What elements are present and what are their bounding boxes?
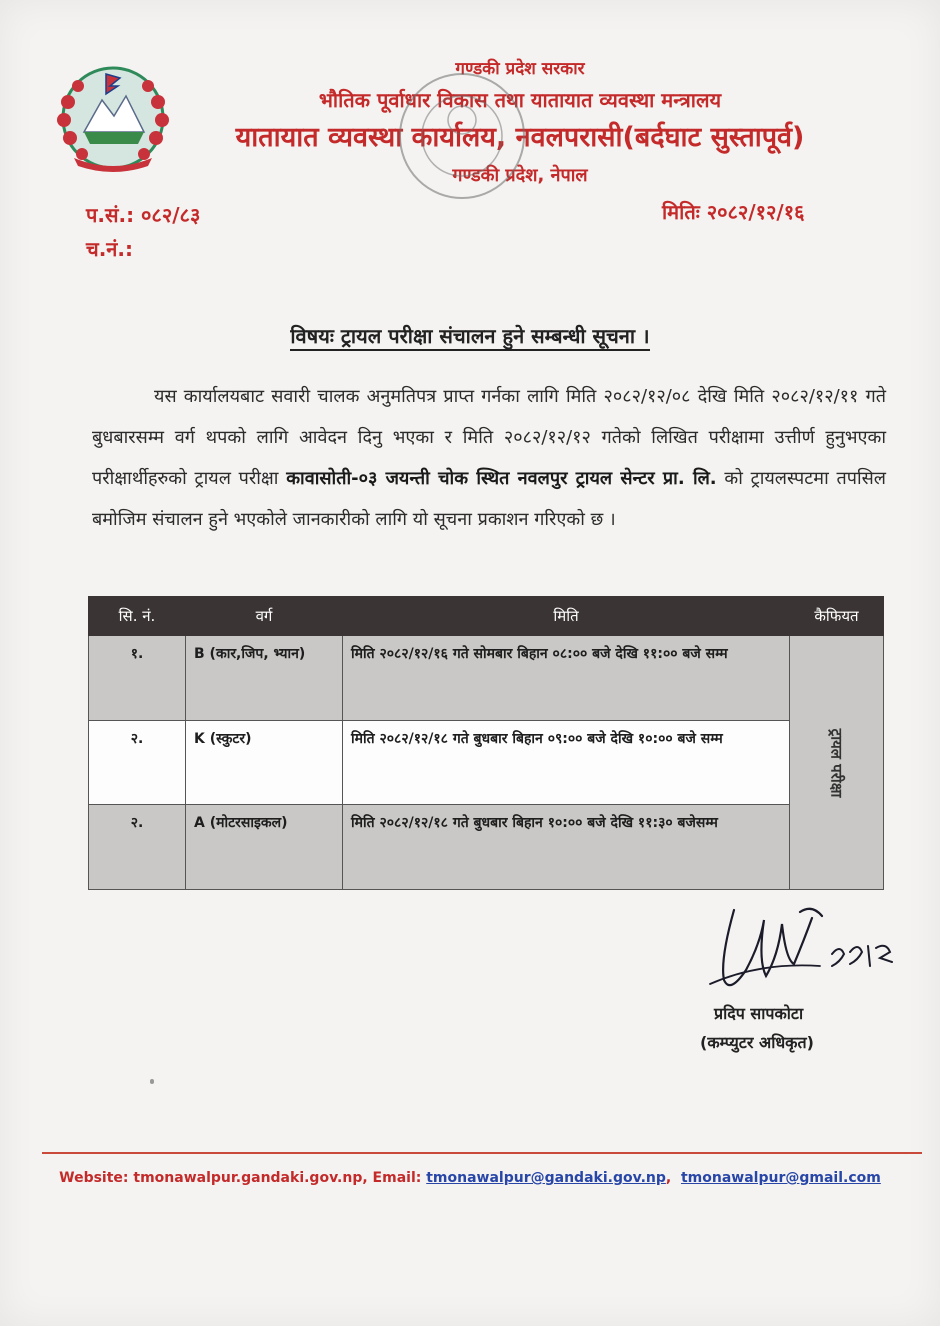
table-row bbox=[89, 720, 884, 805]
reference-number: प.सं.: ०८२/८३ bbox=[86, 203, 201, 227]
footer-divider bbox=[42, 1152, 922, 1154]
notice-body bbox=[92, 376, 886, 540]
footer-website: Website: tmonawalpur.gandaki.gov.np, Email: bbox=[59, 1170, 422, 1186]
dispatch-number: च.नं.: bbox=[86, 237, 133, 261]
remark-cell bbox=[790, 636, 884, 890]
row-date: मिति २०८२/१२/१८ गते बुधबार बिहान १०:०० बजे देखि ११:३० बजेसम्म bbox=[343, 805, 790, 890]
header-serial: सि. नं. bbox=[89, 597, 186, 636]
row-date: मिति २०८२/१२/१६ गते सोमबार बिहान ०८:०० बजे देखि ११:०० बजे सम्म bbox=[343, 636, 790, 721]
footer-separator: , bbox=[665, 1170, 672, 1186]
footer-email-link-2[interactable]: tmonawalpur@gmail.com bbox=[680, 1170, 881, 1186]
row-serial: २. bbox=[89, 805, 186, 890]
header-class: वर्ग bbox=[186, 597, 343, 636]
header-date: मिति bbox=[343, 597, 790, 636]
header-remark: कैफियत bbox=[790, 597, 884, 636]
subject-heading bbox=[0, 322, 940, 349]
header-province-government: गण्डकी प्रदेश सरकार bbox=[455, 59, 585, 79]
header-ministry: भौतिक पूर्वाधार विकास तथा यातायात व्यवस्था मन्त्रालय bbox=[318, 88, 722, 112]
signer-name: प्रदिप सापकोटा bbox=[714, 1004, 804, 1023]
remark-text: ट्रायल परीक्षा bbox=[827, 728, 846, 797]
paper-speck bbox=[150, 1079, 154, 1084]
row-class: B (कार,जिप, भ्यान) bbox=[186, 636, 343, 721]
row-serial: २. bbox=[89, 720, 186, 805]
office-stamp-icon bbox=[392, 66, 532, 206]
body-trial-location: कावासोती-०३ जयन्ती चोक स्थित नवलपुर ट्रायल सेन्टर प्रा. लि. bbox=[286, 468, 717, 489]
row-serial: १. bbox=[89, 636, 186, 721]
footer-contact bbox=[0, 1170, 940, 1186]
header-office-name: यातायात व्यवस्था कार्यालय, नवलपरासी(बर्दघाट सुस्तापूर्व) bbox=[235, 122, 805, 153]
table-row bbox=[89, 805, 884, 890]
handwritten-signature-icon bbox=[700, 900, 900, 1004]
footer-email-link-1[interactable]: tmonawalpur@gandaki.gov.np bbox=[426, 1170, 666, 1186]
body-part-1: यस कार्यालयबाट सवारी चालक अनुमतिपत्र प्राप्त गर्नका लागि मिति २०८२/१२/०८ देखि मिति २०८२/१२/११ गते बुधबारसम्म वर्ग थपको लागि आवेदन दिनु भएका र मिति २०८२/१२/१२ गतेको लिखित परीक्षामा उत्तीर्ण हुनुभएका परीक्षार्थीहरुको ट्रायल परीक्षा bbox=[92, 386, 886, 489]
signer-role: (कम्प्युटर अधिकृत) bbox=[700, 1033, 814, 1052]
subject-text: विषयः ट्रायल परीक्षा संचालन हुने सम्बन्धी सूचना । bbox=[290, 324, 649, 351]
table-row bbox=[89, 636, 884, 721]
letter-date: मितिः २०८२/१२/१६ bbox=[662, 200, 805, 224]
row-class: A (मोटरसाइकल) bbox=[186, 805, 343, 890]
row-date: मिति २०८२/१२/१८ गते बुधबार बिहान ०९:०० बजे देखि १०:०० बजे सम्म bbox=[343, 720, 790, 805]
table-header-row bbox=[89, 597, 884, 636]
row-class: K (स्कुटर) bbox=[186, 720, 343, 805]
body-part-2: को ट्रायलस्पटमा तपसिल बमोजिम संचालन हुने भएकोले जानकारीको लागि यो सूचना प्रकाशन गरिएको छ । bbox=[92, 468, 886, 530]
trial-schedule-table bbox=[88, 596, 884, 890]
header-address: गण्डकी प्रदेश, नेपाल bbox=[452, 165, 588, 186]
